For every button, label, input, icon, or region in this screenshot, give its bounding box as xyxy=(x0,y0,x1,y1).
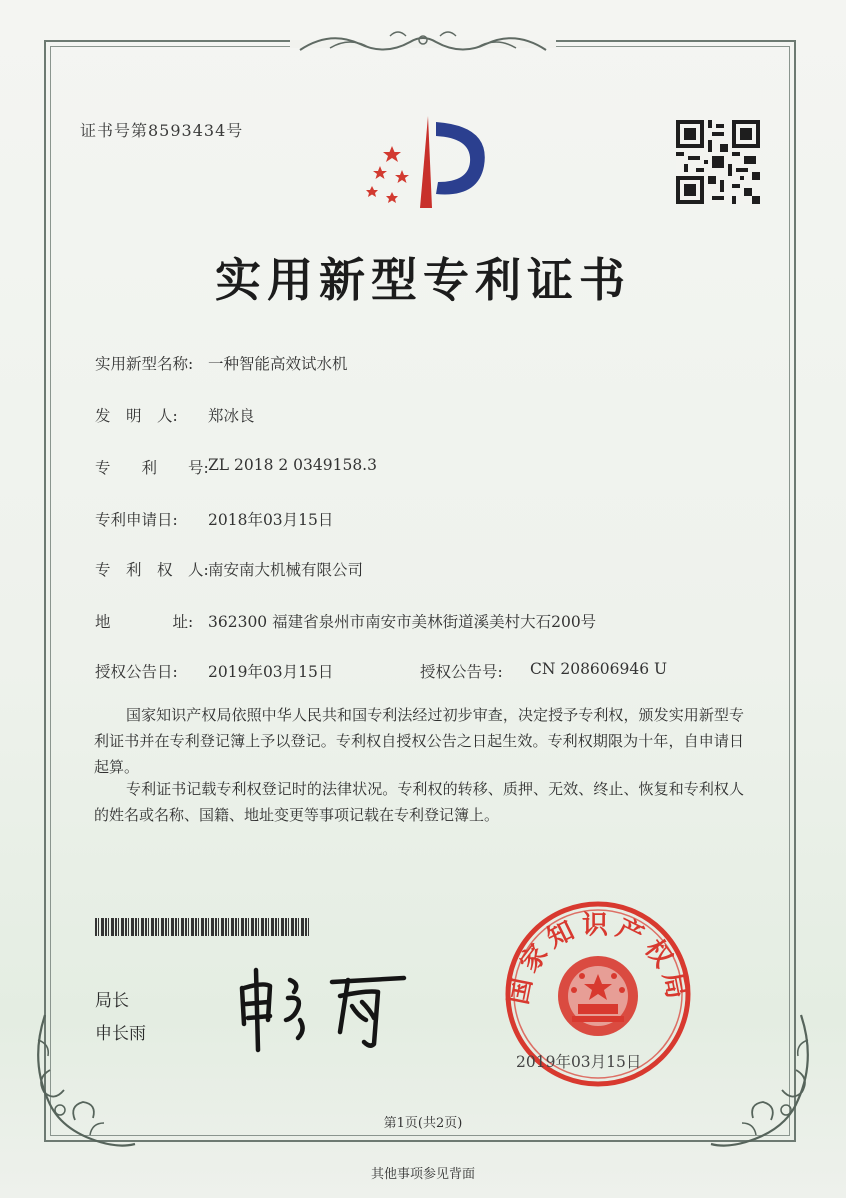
patent-number-value: ZL 2018 2 0349158.3 xyxy=(208,456,377,474)
filing-date-label: 专利申请日: xyxy=(95,511,178,529)
statement-paragraph-1: 国家知识产权局依照中华人民共和国专利法经过初步审查，决定授予专利权，颁发实用新型专利证书并在专利登记簿上予以登记。专利权自授权公告之日起生效。专利权期限为十年，自申请日起算。 xyxy=(94,706,744,776)
filing-date-value: 2018年03月15日 xyxy=(208,511,334,529)
qr-code-icon xyxy=(676,120,760,204)
patent-number-label: 专 利 号: xyxy=(95,459,209,477)
official-name: 申长雨 xyxy=(95,1024,146,1044)
grant-date-value: 2019年03月15日 xyxy=(208,663,334,681)
utility-model-name-label: 实用新型名称: xyxy=(95,355,194,373)
grant-number-value: CN 208606946 U xyxy=(530,660,668,678)
address-label: 地 址: xyxy=(95,613,194,631)
top-ornament-icon xyxy=(290,26,556,62)
grant-number-label: 授权公告号: xyxy=(420,663,503,681)
patentee-value: 南安南大机械有限公司 xyxy=(208,561,364,579)
statement-paragraph-2: 专利证书记载专利权登记时的法律状况。专利权的转移、质押、无效、终止、恢复和专利权人的姓名或名称、国籍、地址变更等事项记载在专利登记簿上。 xyxy=(94,780,744,824)
certificate-title: 实用新型专利证书 xyxy=(215,253,631,307)
utility-model-name-value: 一种智能高效试水机 xyxy=(208,355,348,373)
seal-text: 国家知识产权局 xyxy=(503,910,693,1008)
inventor-label: 发 明 人: xyxy=(95,407,178,425)
certificate-number: 证书号第8593434号 xyxy=(80,121,244,140)
barcode-icon xyxy=(95,918,310,936)
back-note: 其他事项参见背面 xyxy=(370,1167,475,1182)
corner-ornament-icon xyxy=(706,1010,826,1155)
patent-logo-icon xyxy=(356,108,496,218)
signature-icon xyxy=(228,962,428,1054)
official-title: 局长 xyxy=(95,991,129,1011)
grant-date-label: 授权公告日: xyxy=(95,663,178,681)
inventor-value: 郑冰良 xyxy=(208,407,255,425)
page-indicator: 第1页(共2页) xyxy=(383,1116,463,1131)
patentee-label: 专 利 权 人: xyxy=(95,561,209,579)
stamp-date: 2019年03月15日 xyxy=(516,1053,642,1071)
address-value: 362300 福建省泉州市南安市美林街道溪美村大石200号 xyxy=(208,613,597,631)
